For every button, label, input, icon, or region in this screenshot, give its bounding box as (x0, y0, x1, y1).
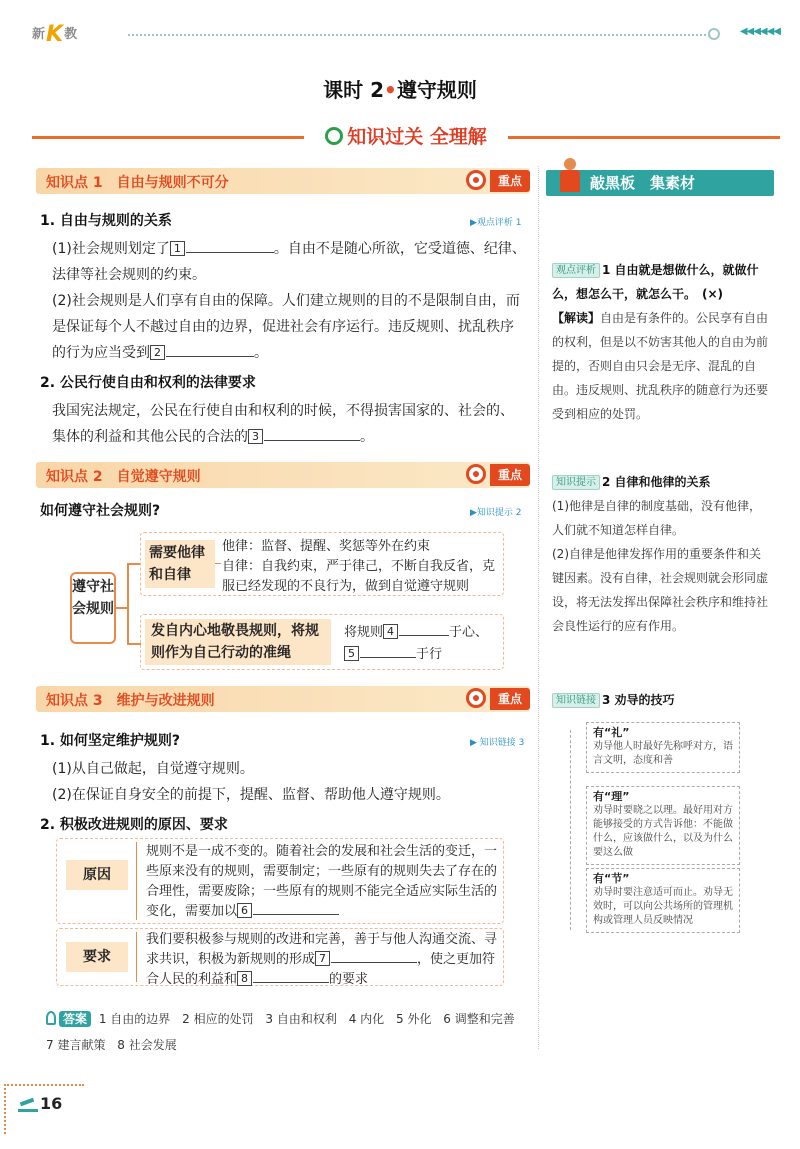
series-logo: 新K教 (32, 22, 79, 47)
answer-item: 1 自由的边界 (98, 1012, 171, 1026)
target-icon (466, 464, 486, 484)
requirement-label: 要求 (66, 942, 128, 972)
kp3-badge: 重点 (490, 688, 530, 710)
knowledge-point-2-bar (36, 462, 530, 488)
side-tag: 观点评析 (552, 263, 600, 278)
kp2-ref-link[interactable]: ▶知识提示 2 (470, 508, 522, 518)
kp1-paragraph: (1)社会规则划定了 1 。自由不是随心所欲，它受道德、纪律、法律等社会规则的约束。 (2)社会规则是人们享有自由的保障。人们建立规则的目的不是限制自由，而是保证每个人不越过自由的边界，促进社会有序运行。违反规则、扰乱秩序的行为应当受到 2 。 (52, 241, 526, 361)
tree-branch-1-label: 需要他律和自律 (145, 540, 215, 588)
header-arrows-icon: ◀◀◀◀◀◀ (739, 26, 780, 37)
kp1-badge: 重点 (490, 170, 530, 192)
side-note-3-title: 知识链接 3 劝导的技巧 (552, 688, 772, 712)
reason-text: 规则不是一成不变的。随着社会的发展和社会生活的变迁，一些原来没有的规则，需要制定；一些原有的规则失去了存在的合理性，需要废除；一些原有的规则不能完全适应实际生活的变化，需要加以 6 (146, 844, 498, 919)
side-tag: 知识链接 (552, 693, 600, 708)
answer-label: 答案 (59, 1011, 91, 1027)
kp1-ref-link[interactable]: ▶观点评析 1 (470, 218, 522, 228)
kp3-paragraph: (1)从自己做起，自觉遵守规则。 (2)在保证自身安全的前提下，提醒、监督、帮助他人遵守规则。 (52, 761, 450, 803)
kp2-title: 知识点 2 自觉遵守规则 (46, 469, 201, 485)
page-header (32, 22, 780, 52)
side-note-2: 知识提示 2 自律和他律的关系 (1)他律是自律的制度基础，没有他律，人们就不知道怎样自律。 (2)自律是他律发挥作用的重要条件和关键因素。没有自律，社会规则就会形同虚设，将无法发挥出保障社会秩序和维持社会良性运行的应有作用。 (552, 475, 769, 633)
teacher-icon (560, 158, 580, 192)
kp2-badge: 重点 (490, 464, 530, 486)
tip-courtesy: 有“礼” 劝导他人时最好先称呼对方，语言文明，态度和善 (586, 722, 740, 773)
tree-root: 遵守社会规则 (70, 572, 116, 644)
banner-title: 知识过关 全理解 (347, 126, 487, 148)
target-icon (466, 170, 486, 190)
key-icon (46, 1011, 56, 1025)
kp1-subheading-2: 2. 公民行使自由和权利的法律要求 (40, 375, 256, 391)
tree-branch-2-label: 发自内心地敬畏规则，将规则作为自己行动的准绳 (145, 619, 331, 665)
answer-key (46, 1006, 532, 1058)
answer-item: 6 调整和完善 (443, 1012, 515, 1026)
reason-label: 原因 (66, 860, 128, 890)
kp1-subheading-1: 1. 自由与规则的关系 (40, 213, 172, 229)
lesson-title: 课时 2•遵守规则 (323, 78, 477, 102)
tip-reason: 有“理” 劝导时要晓之以理。最好用对方能够接受的方式告诉他：不能做什么，应该做什么，以及为什么要这么做 (586, 786, 740, 865)
answer-item: 2 相应的处罚 (182, 1012, 254, 1026)
kp2-subheading: 如何遵守社会规则? (40, 503, 161, 519)
answer-item: 8 社会发展 (117, 1038, 177, 1052)
side-note-1: 观点评析 1 自由就是想做什么，就做什么，想怎么干，就怎么干。 (×) 【解读】自由是有条件的。公民享有自由的权利，但是以不妨害其他人的自由为前提的，否则自由只会是无序、混乱的自由。违反规则、扰乱秩序的随意行为还要受到相应的处罚。 (552, 263, 769, 421)
tip-moderation: 有“节” 劝导时要注意适可而止。劝导无效时，可以向公共场所的管理机构或管理人员反映情况 (586, 868, 740, 933)
knowledge-point-3-bar (36, 686, 530, 712)
kp1-title: 知识点 1 自由与规则不可分 (46, 175, 229, 191)
column-divider (538, 166, 539, 1049)
header-circle-icon (708, 28, 720, 40)
answer-item: 5 外化 (395, 1012, 432, 1026)
answer-item: 4 内化 (348, 1012, 385, 1026)
page-number: 16 (40, 1094, 63, 1113)
target-icon (466, 688, 486, 708)
section-banner (32, 124, 780, 148)
kp3-subheading-2: 2. 积极改进规则的原因、要求 (40, 817, 228, 833)
knowledge-point-1-bar (36, 168, 530, 194)
tree-branch-2-text: 将规则 4 于心、 5 于行 (344, 625, 489, 662)
requirement-text: 我们要积极参与规则的改进和完善，善于与他人沟通交流、寻求共识，积极为新规则的形成 7 ，使之更加符合人民的利益和 8 的要求 (146, 932, 498, 987)
tree-branch-1-text: 他律：监督、提醒、奖惩等外在约束 自律：自我约束，严于律己，不断自我反省，克服已经发现的不良行为，做到自觉遵守规则 (222, 539, 496, 594)
swirl-icon (325, 127, 343, 145)
kp3-subheading-1: 1. 如何坚定维护规则? (40, 733, 181, 749)
side-tag: 知识提示 (552, 475, 600, 490)
header-dotted-line (128, 34, 710, 36)
kp1-paragraph-2: 我国宪法规定，公民在行使自由和权利的时候，不得损害国家的、社会的、集体的利益和其他公民的合法的 3 。 (52, 403, 514, 445)
answer-item: 7 建言献策 (46, 1038, 106, 1052)
kp3-ref-link[interactable]: ▶ 知识链接 3 (470, 738, 525, 748)
kp3-title: 知识点 3 维护与改进规则 (46, 693, 215, 709)
side-header: 敲黑板 集素材 (546, 170, 774, 196)
answer-item: 3 自由和权利 (265, 1012, 337, 1026)
page-icon (18, 1098, 38, 1112)
